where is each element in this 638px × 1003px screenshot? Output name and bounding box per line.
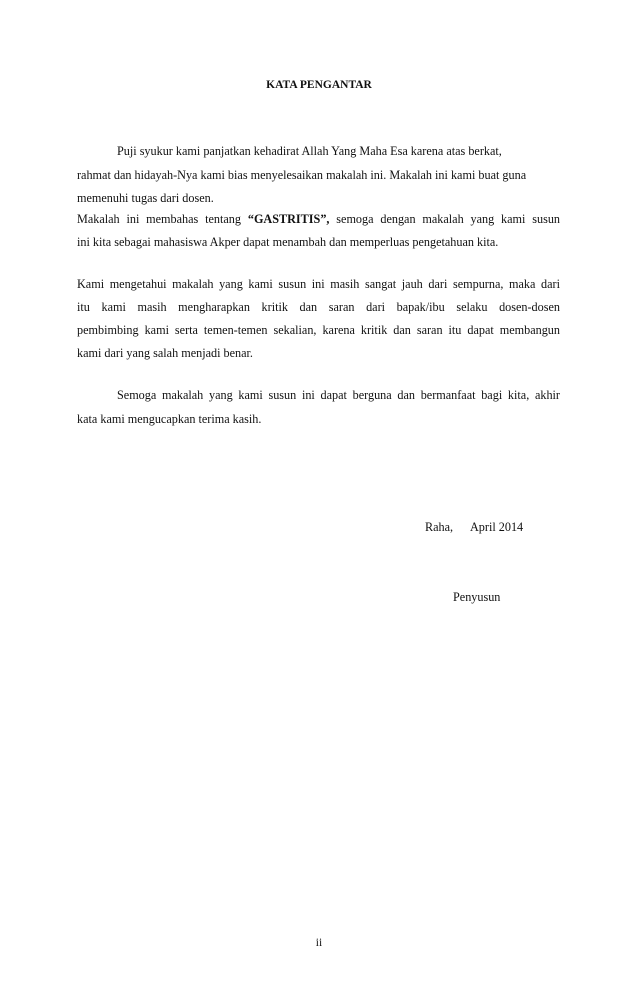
paragraph-3-line-1: Semoga makalah yang kami susun ini dapat berguna dan bermanfaat bagi kita, akhir xyxy=(117,388,560,402)
paragraph-3-line-2: kata kami mengucapkan terima kasih. xyxy=(77,412,262,426)
signature-place: Raha, xyxy=(425,520,454,534)
paragraph-1-line-3: memenuhi tugas dari dosen. xyxy=(77,191,214,205)
paragraph-1-line-4-after: semoga dengan makalah yang kami susun xyxy=(329,212,561,226)
paragraph-2-line-1: Kami mengetahui makalah yang kami susun ini masih sangat jauh dari sempurna, maka dari xyxy=(77,277,560,291)
paragraph-2-line-3: pembimbing kami serta temen-temen sekalian, karena kritik dan saran itu dapat membangun xyxy=(77,323,560,337)
page-title: KATA PENGANTAR xyxy=(266,79,372,91)
paragraph-1-line-1: Puji syukur kami panjatkan kehadirat Allah Yang Maha Esa karena atas berkat, xyxy=(117,144,502,158)
gastritis-topic: “GASTRITIS”, xyxy=(247,212,330,226)
page-number: ii xyxy=(315,937,323,949)
paragraph-2-line-2: itu kami masih mengharapkan kritik dan saran dari bapak/ibu selaku dosen-dosen xyxy=(77,300,560,314)
paragraph-2-line-4: kami dari yang salah menjadi benar. xyxy=(77,346,253,360)
paragraph-1-line-2: rahmat dan hidayah-Nya kami bias menyelesaikan makalah ini. Makalah ini kami buat guna xyxy=(77,168,527,182)
paragraph-1-line-5: ini kita sebagai mahasiswa Akper dapat menambah dan memperluas pengetahuan kita. xyxy=(77,235,499,249)
paragraph-1-line-4 xyxy=(77,211,560,227)
signature-date: April 2014 xyxy=(470,520,524,534)
paragraph-1-line-4-before: Makalah ini membahas tentang xyxy=(77,212,248,226)
signature-author: Penyusun xyxy=(453,590,501,604)
